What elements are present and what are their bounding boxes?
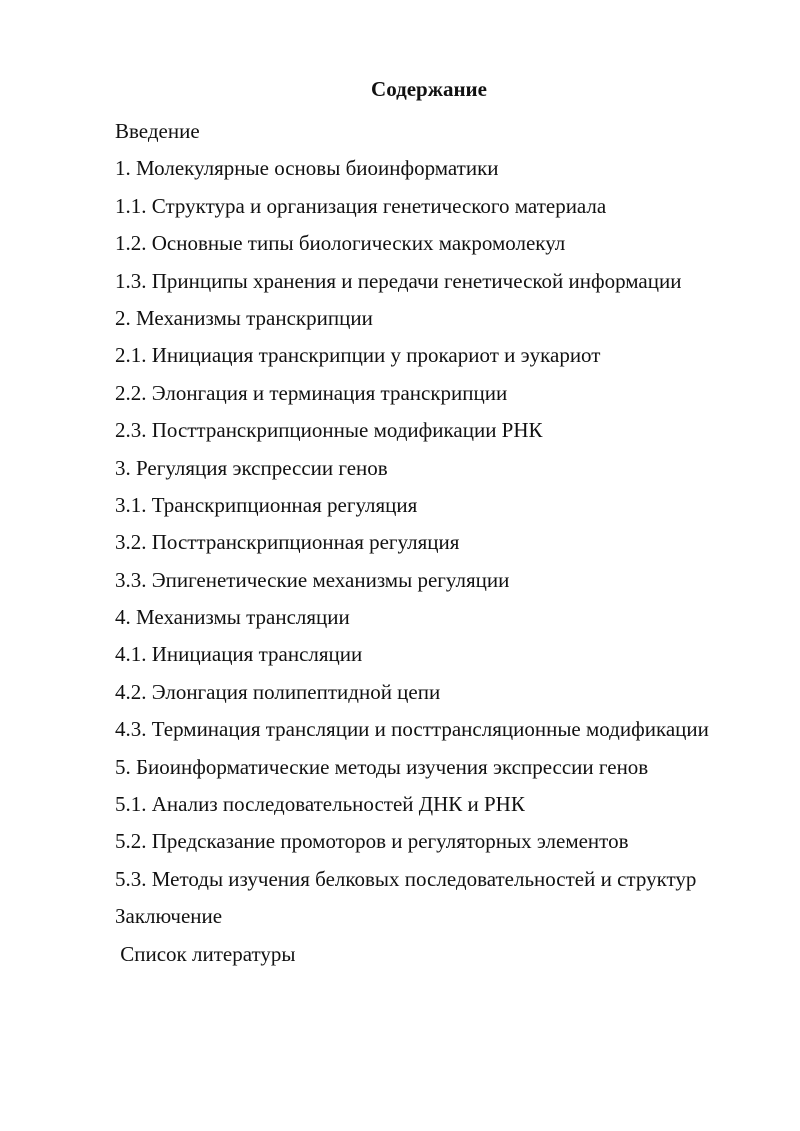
toc-entry: 4.3. Терминация трансляции и посттрансляционные модификации bbox=[115, 717, 709, 742]
toc-entry: 3.3. Эпигенетические механизмы регуляции bbox=[115, 567, 510, 592]
toc-entry: 5. Биоинформатические методы изучения экспрессии генов bbox=[115, 754, 649, 779]
toc-entry: 5.2. Предсказание промоторов и регуляторных элементов bbox=[115, 829, 629, 854]
page-title: Содержание bbox=[371, 77, 487, 101]
toc-entry: 2.2. Элонгация и терминация транскрипции bbox=[115, 380, 508, 405]
toc-entry: 1.1. Структура и организация генетического материала bbox=[115, 193, 607, 218]
toc-entry: 1.2. Основные типы биологических макромолекул bbox=[115, 231, 566, 256]
toc-entry: Список литературы bbox=[115, 941, 296, 966]
toc-entry: 4. Механизмы трансляции bbox=[115, 605, 350, 630]
toc-entry: Заключение bbox=[115, 904, 223, 929]
toc-entry: 4.2. Элонгация полипептидной цепи bbox=[115, 679, 441, 704]
toc-entry: 3.1. Транскрипционная регуляция bbox=[115, 492, 418, 517]
toc-entry: 1.3. Принципы хранения и передачи генетической информации bbox=[115, 268, 682, 293]
toc-entry: 2. Механизмы транскрипции bbox=[115, 305, 373, 330]
toc-entry: 5.3. Методы изучения белковых последовательностей и структур bbox=[115, 866, 697, 891]
table-of-contents bbox=[115, 113, 709, 973]
toc-entry: 1. Молекулярные основы биоинформатики bbox=[115, 156, 499, 181]
toc-entry: 3.2. Посттранскрипционная регуляция bbox=[115, 530, 460, 555]
toc-entry: 4.1. Инициация трансляции bbox=[115, 642, 363, 667]
toc-entry: 3. Регуляция экспрессии генов bbox=[115, 455, 388, 480]
toc-entry: 2.1. Инициация транскрипции у прокариот и эукариот bbox=[115, 343, 601, 368]
toc-entry: Введение bbox=[115, 119, 200, 143]
toc-entry: 5.1. Анализ последовательностей ДНК и РНК bbox=[115, 792, 525, 817]
toc-entry: 2.3. Посттранскрипционные модификации РНК bbox=[115, 418, 543, 443]
